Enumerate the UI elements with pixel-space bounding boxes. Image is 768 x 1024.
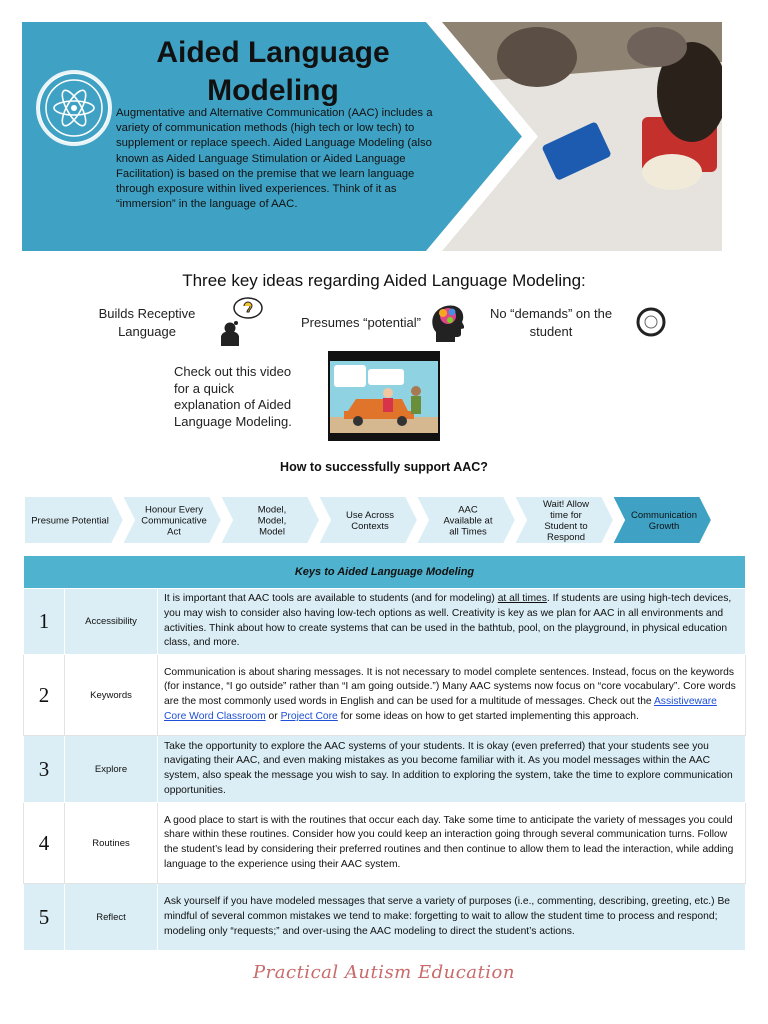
process-step-label: Growth <box>648 521 680 532</box>
row-1-text-pre: It is important that AAC tools are available to students (and for modeling) <box>164 593 498 604</box>
row-label: Accessibility <box>65 589 158 655</box>
row-description: A good place to start is with the routines that occur each day. Take some time to anticipate the variety of messages you could share within these routines. Consider how you could keep an interaction going through several communication turns. Follow the student’s lead by considering their preferred routines and then continue to allow them to lead the interaction, while adding language to the experience using their AAC system. <box>158 803 746 884</box>
process-step-label: Available at <box>443 515 493 527</box>
row-label: Keywords <box>65 655 158 736</box>
video-text-line1: Check out this video <box>174 364 292 379</box>
key-ideas-title: Three key ideas regarding Aided Language Modeling: <box>182 271 586 290</box>
process-step-label: Student to <box>544 521 588 532</box>
process-step-label: Use Across <box>345 510 395 521</box>
process-step-label: Presume Potential <box>31 515 109 527</box>
process-step-label: all Times <box>449 526 487 538</box>
process-step-label: Act <box>167 526 181 538</box>
process-step-label: Communication <box>631 510 697 521</box>
video-thumbnail-art <box>328 351 440 441</box>
row-number: 3 <box>24 736 65 803</box>
idea-no-demands-line1: No “demands” on the <box>489 306 613 321</box>
table-row <box>24 803 746 884</box>
atom-logo <box>36 70 112 146</box>
video-text-line2: for a quick <box>174 380 234 396</box>
row-number: 4 <box>24 803 65 884</box>
table-row <box>24 655 746 736</box>
idea-potential <box>286 314 436 332</box>
row-1-text-post: . If students are using high-tech devices, you may wish to consider also having low-tech options as well. Creativity is key as we plan for AAC in all environments and activities. Think about how to create systems that can be used in the bathtub, pool, on the playground, in physical education class, and more. <box>164 593 732 649</box>
idea-receptive-line2: Language <box>118 324 176 339</box>
row-description: Ask yourself if you have modeled messages that serve a variety of purposes (i.e., commenting, describing, greeting, etc.) Be mindful of several common mistakes we tend to make: forgetting to wait to allow the student time to process and respond; modeling only “requests;” and over-using the AAC modeling to direct the student’s actions. <box>158 884 746 951</box>
row-2-text-post: for some ideas on how to get started implementing this approach. <box>337 710 639 722</box>
process-step-label: Honour Every <box>144 504 204 516</box>
row-1-underlined: at all times <box>497 593 547 604</box>
support-title: How to successfully support AAC? <box>280 460 488 474</box>
hero-banner <box>22 22 722 251</box>
row-description <box>158 655 746 736</box>
row-number: 1 <box>24 589 65 655</box>
page-title <box>142 34 404 110</box>
process-step-label: Communicative <box>141 515 207 527</box>
process-step-label: Wait! Allow <box>542 499 590 510</box>
brain-head-icon <box>430 302 464 344</box>
title-line-2: Modeling <box>207 74 339 107</box>
idea-receptive-line1: Builds Receptive <box>98 306 196 321</box>
thinking-person-icon <box>218 296 266 346</box>
row-2-text-pre: Communication is about sharing messages. It is not necessary to model complete sentences. Instead, focus on the keywords (for instance, “I go outside” rather than “I am going outside.”) Many AAC systems now focus on “core vocabulary”. Core words are the most commonly used words in English and can be used for a multitude of messages. Check out the <box>164 666 736 708</box>
row-description <box>158 589 746 655</box>
row-label: Reflect <box>65 884 158 951</box>
intro-paragraph: Augmentative and Alternative Communication (AAC) includes a variety of communication methods (high tech or low tech) to supplement or replace speech. Aided Language Modeling (also known as Aided Language Stimulation or Aided Language Facilitation) is based on the premise that we learn language through exposure within lived experiences. Think of it as “immersion” in the language of AAC. <box>116 107 433 211</box>
row-description: Take the opportunity to explore the AAC systems of your students. It is okay (even preferred) that your students see you navigating their AAC, and even making mistakes as you become familiar with it. As you model messages within the AAC system, also speak the message you wish to say. In addition to exploring the system, take the time to explore communication opportunities. <box>158 736 746 803</box>
video-thumbnail[interactable] <box>328 351 440 441</box>
project-core-link[interactable]: Project Core <box>280 710 338 722</box>
support-process-chevrons <box>24 496 744 544</box>
video-description <box>174 364 314 430</box>
row-label: Routines <box>65 803 158 884</box>
brand-footer: Practical Autism Education <box>253 962 515 983</box>
process-step-label: time for <box>550 510 582 521</box>
table-row <box>24 736 746 803</box>
assistiveware-link[interactable]: Assistiveware Core Word Classroom <box>164 696 717 722</box>
keys-table-title: Keys to Aided Language Modeling <box>24 556 746 589</box>
process-step-label: Model, <box>257 504 287 516</box>
video-text-line4: Language Modeling. <box>174 413 292 429</box>
video-text-line3: explanation of Aided <box>174 397 292 412</box>
title-line-1: Aided Language <box>156 36 390 69</box>
row-label: Explore <box>65 736 158 803</box>
table-row <box>24 884 746 951</box>
no-pressure-icon <box>636 307 666 337</box>
process-step-label: Contexts <box>351 521 389 532</box>
idea-receptive <box>88 305 206 341</box>
process-step-label: Respond <box>546 532 586 543</box>
atom-icon <box>39 73 109 143</box>
table-row <box>24 589 746 655</box>
process-step-label: Model, <box>257 515 287 527</box>
row-2-text-mid: or <box>265 710 281 722</box>
keys-table <box>23 555 746 951</box>
idea-no-demands <box>476 305 626 341</box>
idea-potential-text: Presumes “potential” <box>301 315 421 330</box>
row-number: 5 <box>24 884 65 951</box>
row-number: 2 <box>24 655 65 736</box>
idea-no-demands-line2: student <box>529 324 573 339</box>
process-step-label: AAC <box>458 504 478 516</box>
process-step-label: Model <box>259 526 285 538</box>
